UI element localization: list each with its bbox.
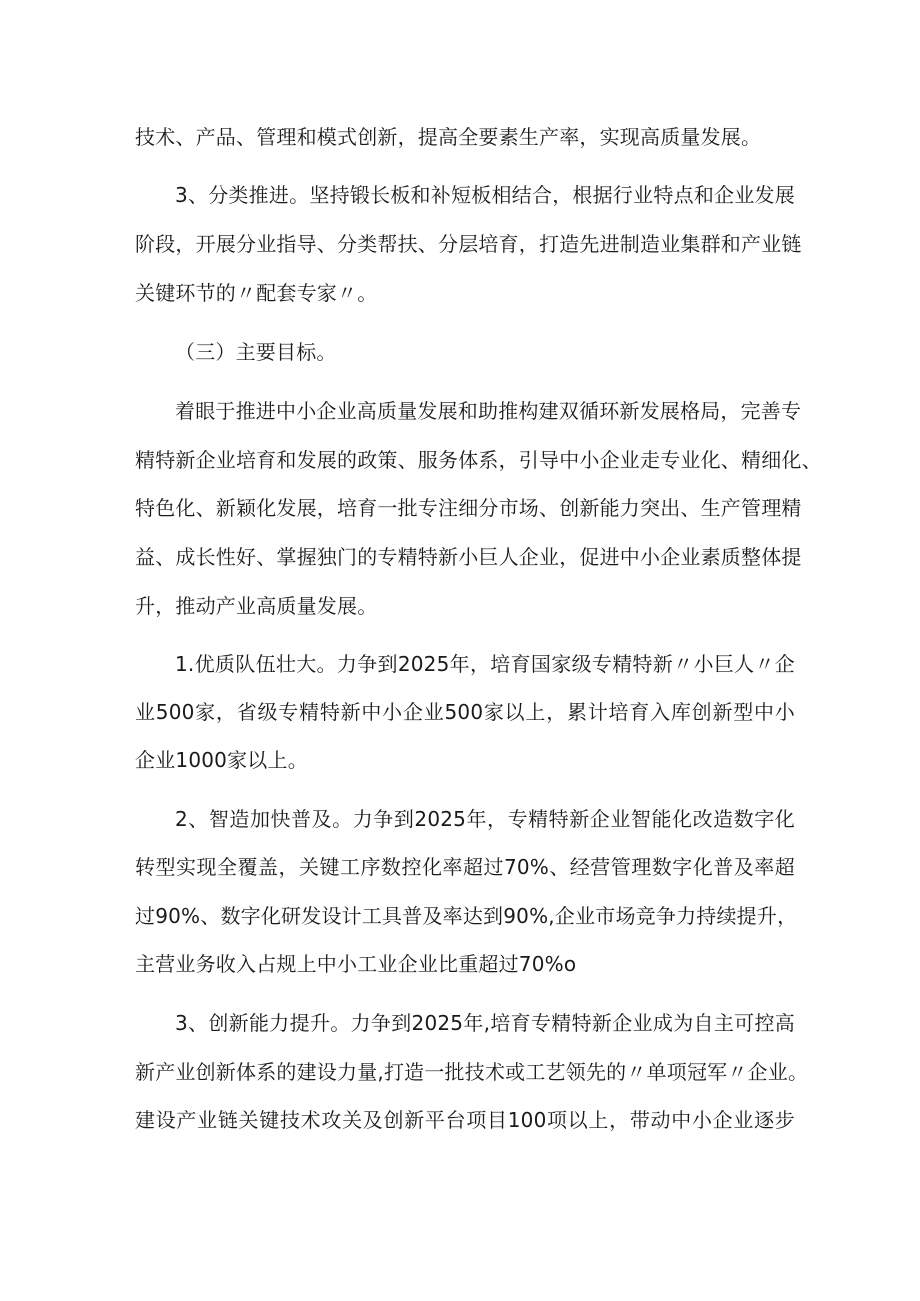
text-line: 精特新企业培育和发展的政策、服务体系，引导中小企业走专业化、精细化、 [135, 448, 822, 472]
text-line: 着眼于推进中小企业高质量发展和助推构建双循环新发展格局，完善专 [175, 399, 802, 423]
text-line: 业500家，省级专精特新中小企业500家以上，累计培育入库创新型中小 [135, 700, 795, 724]
text-line: 建设产业链关键技术攻关及创新平台项目100项以上，带动中小企业逐步 [135, 1108, 795, 1132]
section-heading: （三）主要目标。 [175, 340, 337, 364]
text-line: 主营业务收入占规上中小工业企业比重超过70%o [135, 952, 577, 976]
text-line: 阶段，开展分业指导、分类帮扶、分层培育，打造先进制造业集群和产业链 [135, 232, 802, 256]
text-line: 技术、产品、管理和模式创新，提高全要素生产率，实现高质量发展。 [135, 125, 762, 149]
text-line: 过90%、数字化研发设计工具普及率达到90%,企业市场竞争力持续提升， [135, 904, 798, 928]
text-line: 转型实现全覆盖，关键工序数控化率超过70%、经营管理数字化普及率超 [135, 855, 795, 879]
text-line: 2、智造加快普及。力争到2025年，专精特新企业智能化改造数字化 [175, 807, 795, 831]
text-line: 3、创新能力提升。力争到2025年,培育专精特新企业成为自主可控高 [175, 1011, 795, 1035]
text-line: 特色化、新颖化发展，培育一批专注细分市场、创新能力突出、生产管理精 [135, 496, 802, 520]
text-line: 1.优质队伍壮大。力争到2025年，培育国家级专精特新〃小巨人〃企 [175, 652, 795, 676]
text-line: 益、成长性好、掌握独门的专精特新小巨人企业，促进中小企业素质整体提 [135, 545, 802, 569]
text-line: 新产业创新体系的建设力量,打造一批技术或工艺领先的〃单项冠军〃企业。 [135, 1060, 809, 1084]
text-line: 企业1000家以上。 [135, 748, 308, 772]
text-line: 升，推动产业高质量发展。 [135, 594, 378, 618]
text-line: 关键环节的〃配套专家〃。 [135, 281, 378, 305]
text-line: 3、分类推进。坚持锻长板和补短板相结合，根据行业特点和企业发展 [175, 183, 795, 207]
